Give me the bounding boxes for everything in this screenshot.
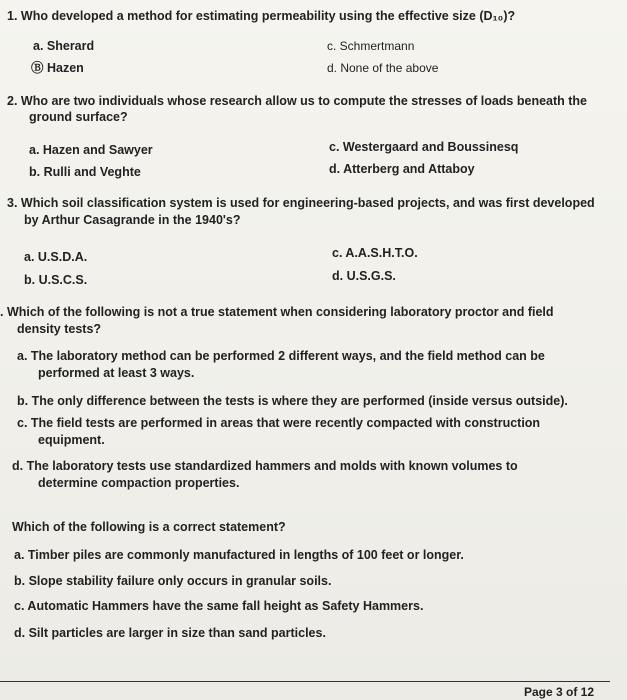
q4-option-a-line-1: a. The laboratory method can be performed 2 different ways, and the field method can be [17, 349, 545, 363]
q1-option-c: c. Schmertmann [327, 39, 415, 53]
footer-rule [0, 681, 610, 682]
q4-option-c-line-1: c. The field tests are performed in areas that were recently compacted with construction [17, 416, 541, 430]
q4-option-a-line-2: performed at least 3 ways. [38, 366, 195, 380]
question-4-line-2: density tests? [17, 322, 102, 336]
q1-option-d: d. None of the above [327, 61, 439, 75]
question-3-line-2: by Arthur Casagrande in the 1940's? [24, 213, 241, 227]
q2-option-a: a. Hazen and Sawyer [29, 143, 153, 157]
q5-option-c: c. Automatic Hammers have the same fall height as Safety Hammers. [14, 599, 424, 613]
question-2-line-1: 2. Who are two individuals whose research allow us to compute the stresses of loads beneath the [7, 94, 587, 108]
question-3-line-1: 3. Which soil classification system is used for engineering-based projects, and was first developed [7, 196, 595, 210]
q2-option-b: b. Rulli and Veghte [29, 165, 141, 179]
q3-option-c: c. A.A.S.H.T.O. [332, 246, 418, 260]
q3-option-d: d. U.S.G.S. [332, 269, 396, 283]
q4-option-c-line-2: equipment. [38, 433, 105, 447]
question-1: 1. Who developed a method for estimating permeability using the effective size (D₁₀)? [7, 9, 516, 23]
q4-option-b: b. The only difference between the tests is where they are performed (inside versus outside). [17, 394, 568, 408]
q1-option-b: Ⓑ Hazen [31, 61, 84, 75]
question-2-line-2: ground surface? [29, 110, 128, 124]
question-5: Which of the following is a correct statement? [12, 520, 286, 534]
q4-option-d-line-1: d. The laboratory tests use standardized hammers and molds with known volumes to [12, 459, 518, 473]
q5-option-d: d. Silt particles are larger in size than sand particles. [14, 626, 326, 640]
question-4-line-1: . Which of the following is not a true statement when considering laboratory proctor and field [0, 305, 554, 319]
q3-option-b: b. U.S.C.S. [24, 273, 88, 287]
q2-option-d: d. Atterberg and Attaboy [329, 162, 475, 176]
page-number: Page 3 of 12 [524, 685, 595, 699]
q1-option-a: a. Sherard [33, 39, 95, 53]
q5-option-b: b. Slope stability failure only occurs in granular soils. [14, 574, 332, 588]
q4-option-d-line-2: determine compaction properties. [38, 476, 240, 490]
q3-option-a: a. U.S.D.A. [24, 250, 88, 264]
q2-option-c: c. Westergaard and Boussinesq [329, 140, 519, 154]
q5-option-a: a. Timber piles are commonly manufactured in lengths of 100 feet or longer. [14, 548, 464, 562]
